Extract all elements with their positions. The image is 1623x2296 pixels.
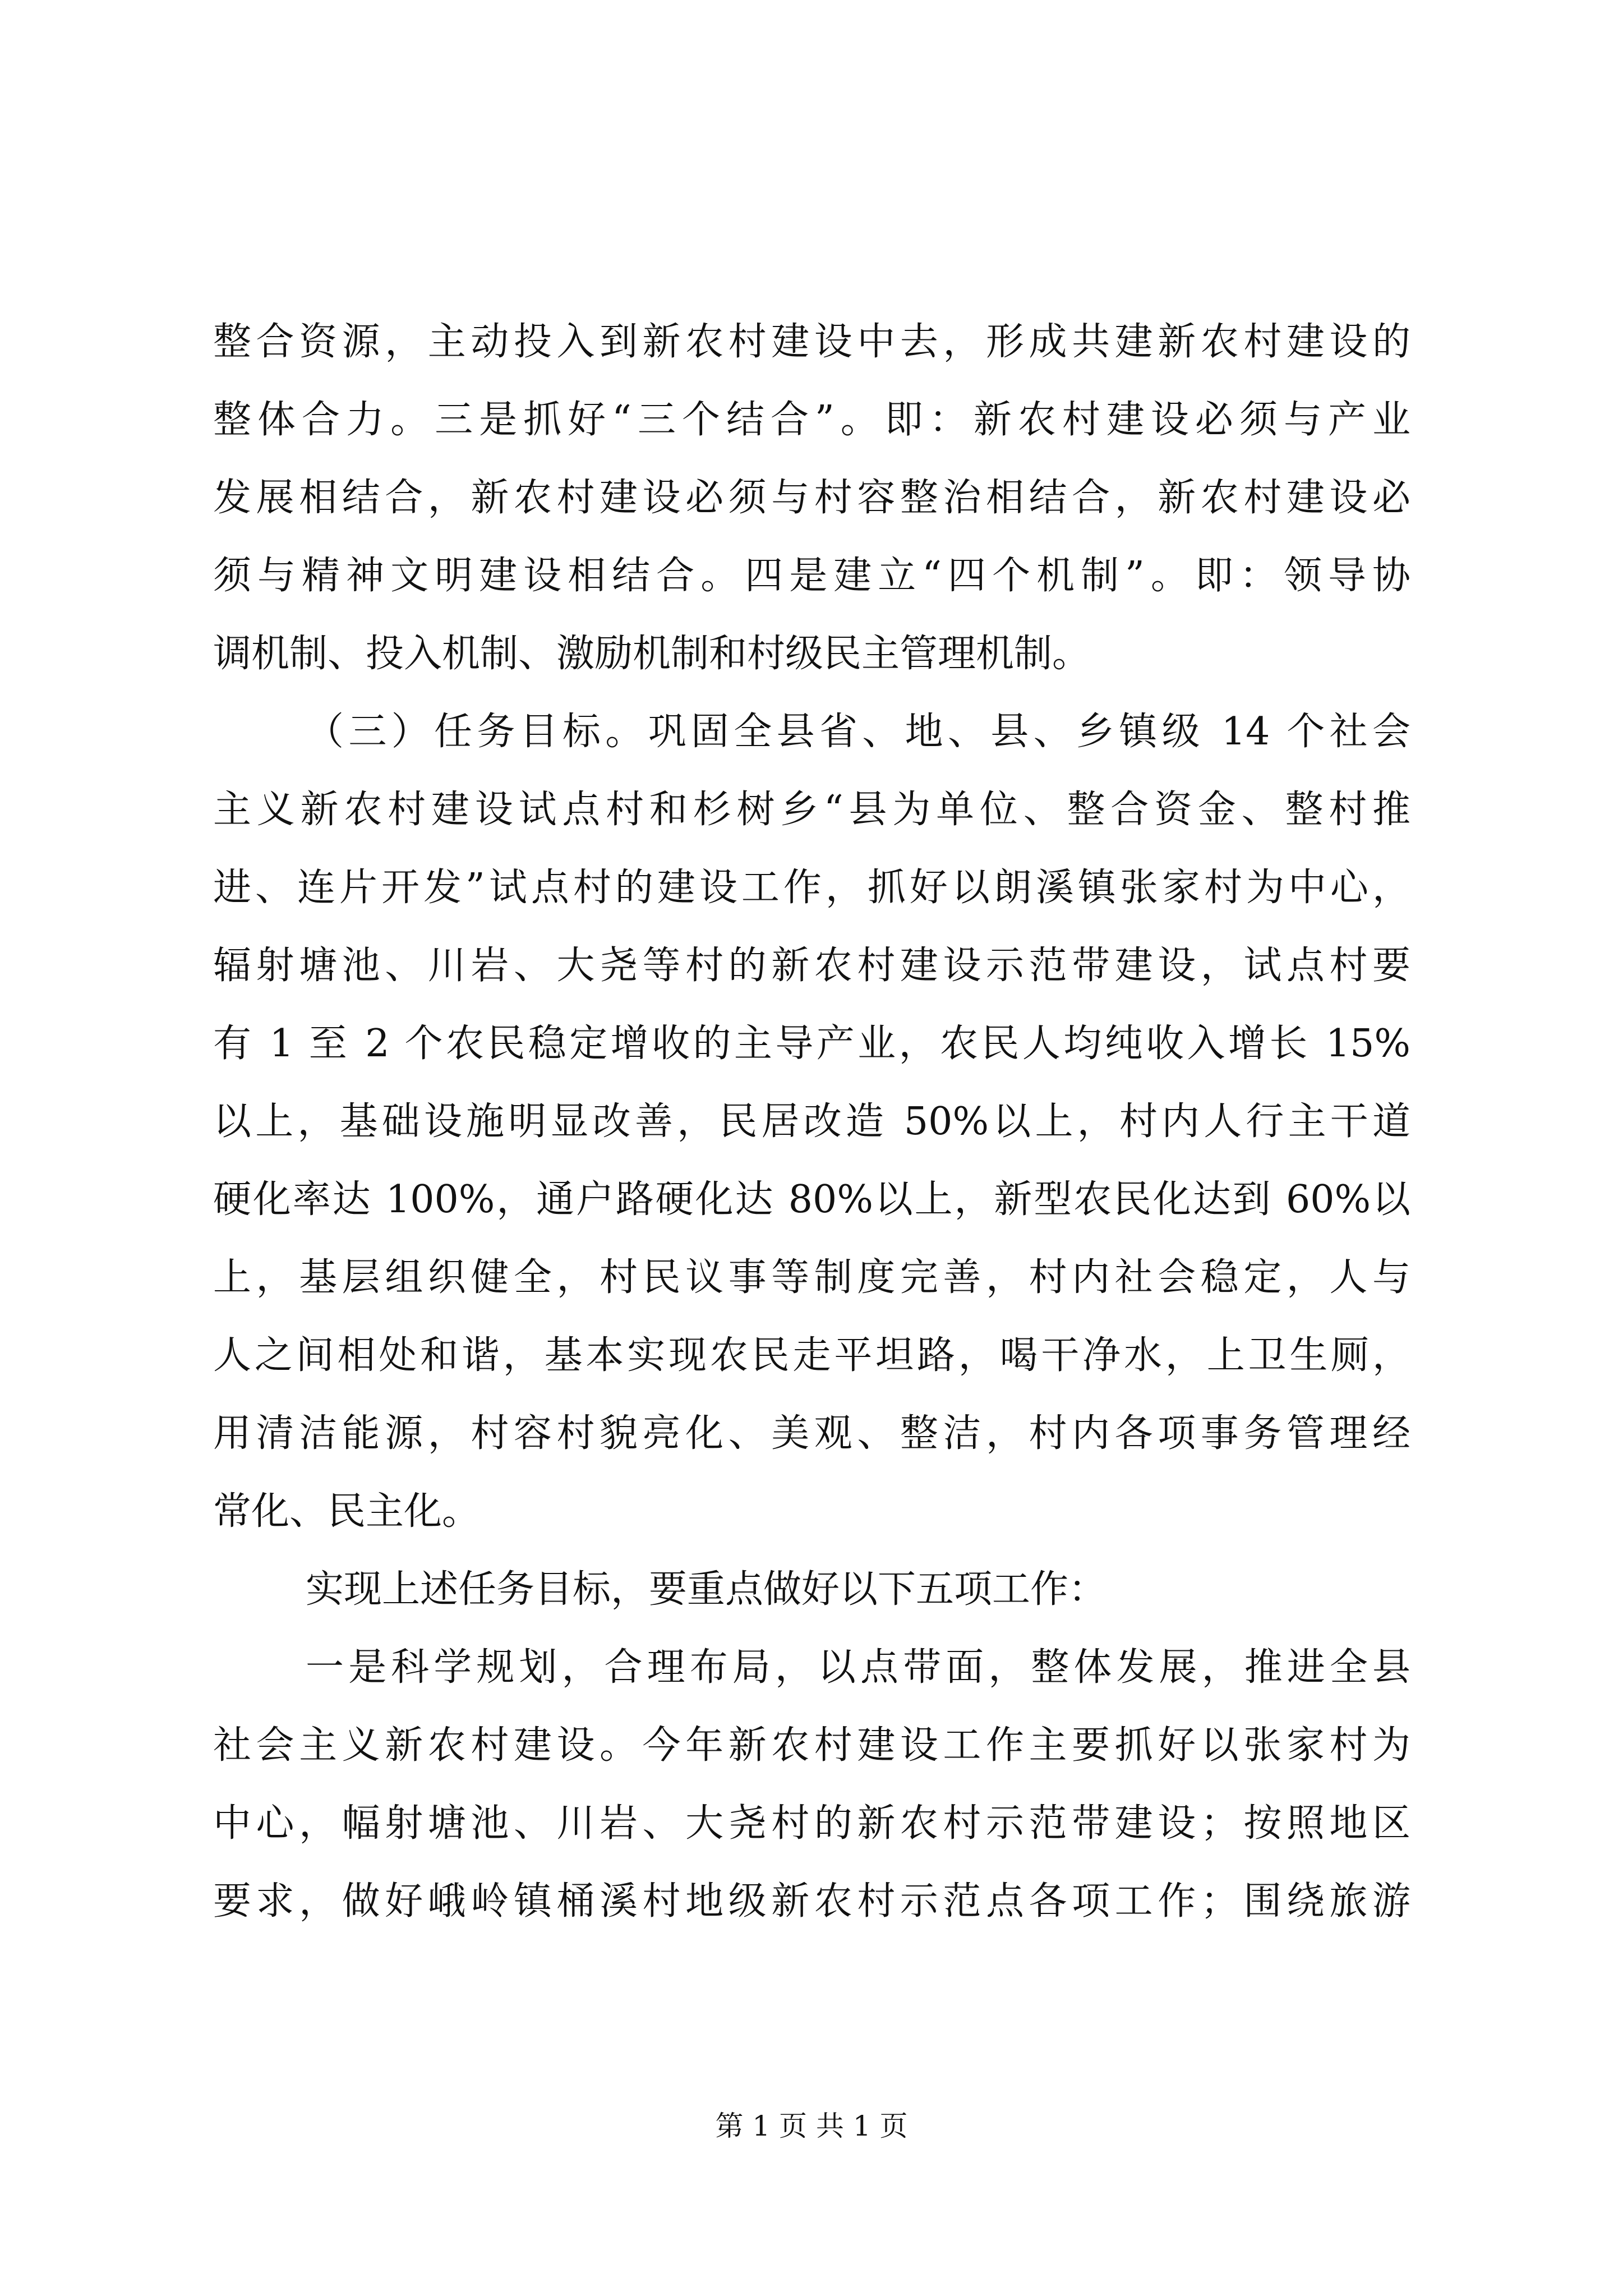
text-line: 实现上述任务目标，要重点做好以下五项工作： (306, 1567, 1107, 1612)
text-line: 须与精神文明建设相结合。四是建立“四个机制”。即：领导协 (213, 554, 1410, 598)
text-line: 以上，基础设施明显改善，民居改造 50%以上，村内人行主干道 (213, 1099, 1410, 1144)
text-line: 中心，幅射塘池、川岩、大尧村的新农村示范带建设；按照地区 (213, 1801, 1410, 1846)
text-line: 主义新农村建设试点村和杉树乡“县为单位、整合资金、整村推 (213, 788, 1410, 832)
text-line: 硬化率达 100%，通户路硬化达 80%以上，新型农民化达到 60%以 (213, 1177, 1410, 1222)
text-line: 社会主义新农村建设。今年新农村建设工作主要抓好以张家村为 (213, 1723, 1410, 1768)
text-line: 一是科学规划，合理布局，以点带面，整体发展，推进全县 (306, 1645, 1410, 1690)
text-line: 人之间相处和谐，基本实现农民走平坦路，喝干净水，上卫生厕， (213, 1333, 1410, 1378)
text-line: 进、连片开发”试点村的建设工作，抓好以朗溪镇张家村为中心， (213, 866, 1410, 910)
text-line: 辐射塘池、川岩、大尧等村的新农村建设示范带建设，试点村要 (213, 944, 1410, 988)
text-line: （三）任务目标。巩固全县省、地、县、乡镇级 14 个社会 (306, 710, 1410, 754)
page-footer (0, 2106, 1623, 2146)
text-line: 有 1 至 2 个农民稳定增收的主导产业，农民人均纯收入增长 15% (213, 1022, 1410, 1066)
text-line: 上，基层组织健全，村民议事等制度完善，村内社会稳定，人与 (213, 1255, 1410, 1300)
text-line: 调机制、投入机制、激励机制和村级民主管理机制。 (213, 632, 1091, 676)
text-line: 用清洁能源，村容村貌亮化、美观、整洁，村内各项事务管理经 (213, 1411, 1410, 1456)
text-line: 要求，做好峨岭镇桶溪村地级新农村示范点各项工作；围绕旅游 (213, 1879, 1410, 1924)
page-number-label: 第 1 页 共 1 页 (715, 2110, 908, 2142)
text-line: 整体合力。三是抓好“三个结合”。即：新农村建设必须与产业 (213, 398, 1410, 442)
text-line: 常化、民主化。 (213, 1489, 481, 1534)
document-body (213, 303, 1410, 1940)
text-line: 发展相结合，新农村建设必须与村容整治相结合，新农村建设必 (213, 476, 1410, 520)
text-line: 整合资源，主动投入到新农村建设中去，形成共建新农村建设的 (213, 320, 1410, 364)
